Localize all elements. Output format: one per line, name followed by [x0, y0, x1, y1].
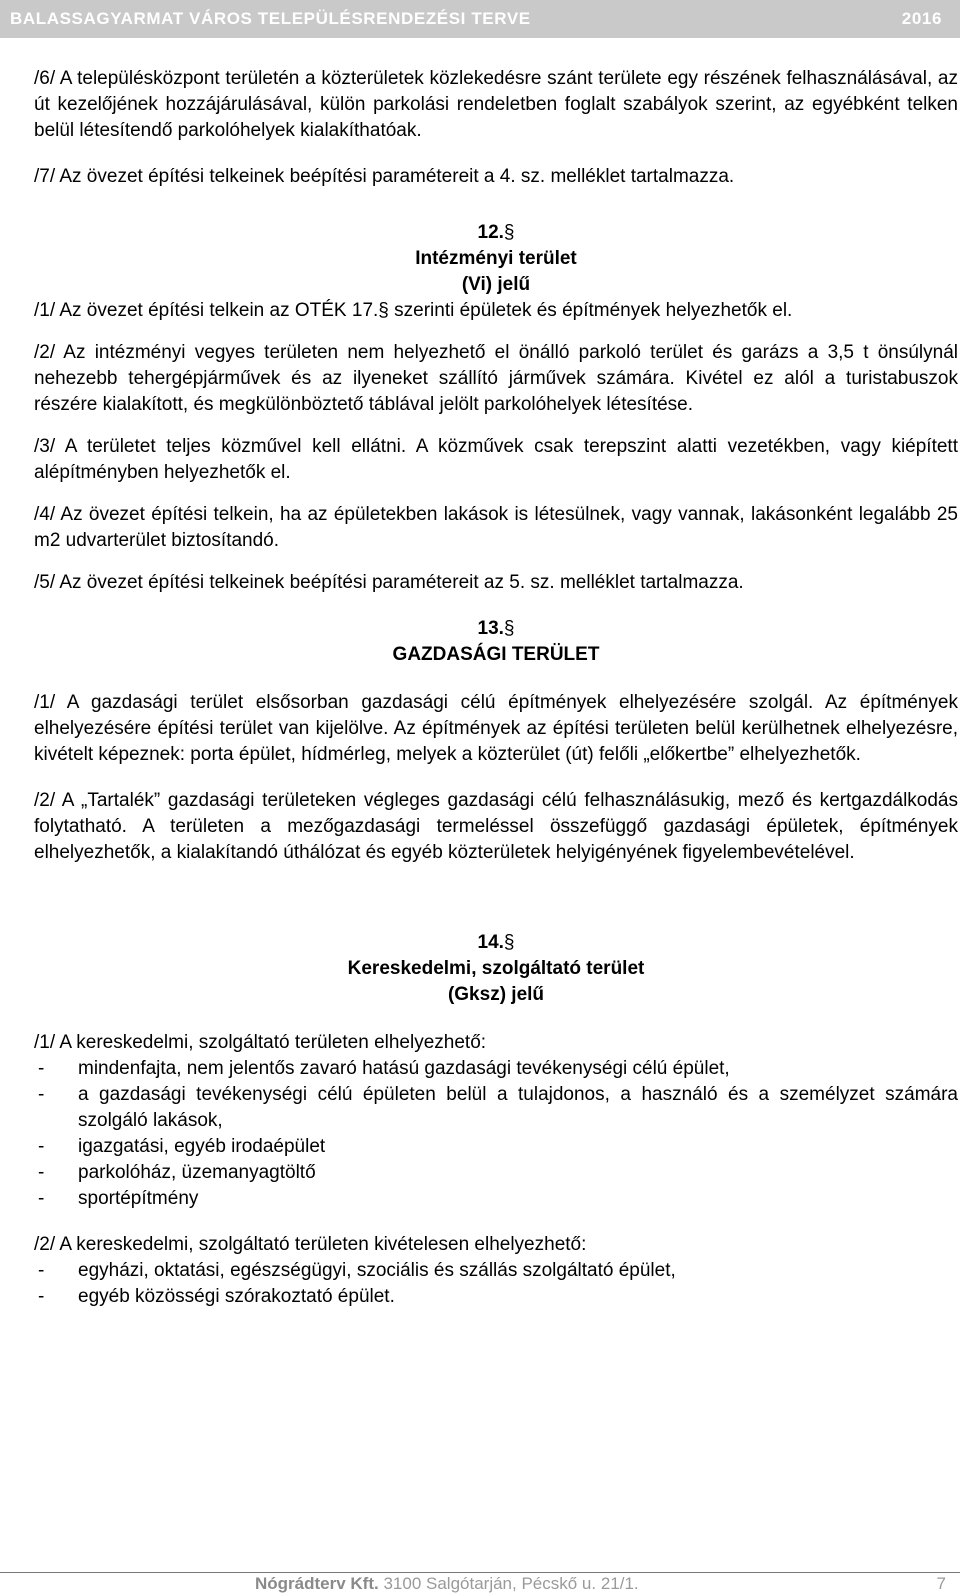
list-item-text: sportépítmény: [78, 1188, 199, 1209]
section-12-paragraph-1: [34, 298, 958, 324]
section-13-title: GAZDASÁGI TERÜLET: [392, 644, 600, 665]
header-title: BALASSAGYARMAT VÁROS TELEPÜLÉSRENDEZÉSI TERVE: [10, 9, 531, 28]
section-13: [34, 616, 958, 866]
dash-marker: -: [38, 1162, 45, 1183]
dash-marker: -: [38, 1286, 45, 1307]
section-sign: §: [503, 222, 515, 243]
list-item-text: parkolóház, üzemanyagtöltő: [78, 1162, 316, 1183]
section-12: [34, 220, 958, 596]
section-13-number: [34, 616, 958, 642]
section-12-number: [34, 220, 958, 246]
list-item: [34, 1160, 958, 1186]
section-number: 13.: [477, 618, 504, 639]
footer-text: [255, 1574, 639, 1594]
list-item-text: mindenfajta, nem jelentős zavaró hatású gazdasági tevékenységi célú épület,: [78, 1058, 730, 1079]
list-item: [34, 1284, 958, 1310]
section-12-title: Intézményi terület: [415, 248, 577, 269]
section-12-paragraph-2: /2/ Az intézményi vegyes területen nem helyezhető el önálló parkoló terület és garázs a 3,5 t önsúlynál nehezebb tehergépjárművek és az ilyeneket szállító járművek számára. Kivétel ez alól a turistabuszok részére kialakított, és megkülönböztető táblával jelölt parkolóhelyek létesítése.: [34, 342, 958, 415]
footer-company: Nógrádterv Kft.: [255, 1574, 379, 1593]
page-header: [0, 0, 960, 38]
section-number: 14.: [477, 932, 504, 953]
dash-marker: -: [38, 1084, 45, 1105]
paragraph-text: /1/ Az övezet építési telkein az OTÉK 17.: [34, 300, 379, 321]
section-sign: §: [378, 300, 389, 321]
list-item: [34, 1056, 958, 1082]
list-item: [34, 1186, 958, 1212]
section-14-paragraph-1: /1/ A kereskedelmi, szolgáltató területen elhelyezhető:: [34, 1032, 487, 1053]
section-14-number: [34, 930, 958, 956]
list-item-text: igazgatási, egyéb irodaépület: [78, 1136, 326, 1157]
footer-address: 3100 Salgótarján, Pécskő u. 21/1.: [378, 1574, 639, 1593]
dash-marker: -: [38, 1260, 45, 1281]
section-12-paragraph-4: /4/ Az övezet építési telkein, ha az épületekben lakások is létesülnek, vagy vannak, lakásonként legalább 25 m2 udvarterület biztosítandó.: [34, 504, 958, 551]
page-footer: [0, 1572, 960, 1593]
paragraph-6: /6/ A településközpont területén a közterületek közlekedésre szánt területe egy részének felhasználásával, az út kezelőjének hozzájárulásával, külön parkolási rendeletben foglalt szabályok szerint, az egyébként telken belül létesítendő parkolóhelyek kialakíthatóak.: [34, 68, 958, 141]
document-body: [34, 66, 958, 1310]
list-item-text: egyéb közösségi szórakoztató épület.: [78, 1286, 395, 1307]
section-14-list-1: [34, 1056, 958, 1212]
paragraph-7: /7/ Az övezet építési telkeinek beépítési paramétereit a 4. sz. melléklet tartalmazza.: [34, 166, 735, 187]
section-13-paragraph-2: /2/ A „Tartalék” gazdasági területeken végleges gazdasági célú felhasználásukig, mező és kertgazdálkodás folytatható. A területen a mezőgazdasági termeléssel összefüggő gazdasági épületek, építmények elhelyezhetők, a kialakítandó úthálózat és egyéb közterületek helyigényének figyelembevételével.: [34, 790, 958, 863]
list-item-text: a gazdasági tevékenységi célú épületen belül a tulajdonos, a használó és a személyzet számára szolgáló lakások,: [78, 1084, 958, 1131]
section-14: [34, 930, 958, 1310]
section-sign: §: [503, 932, 515, 953]
dash-marker: -: [38, 1136, 45, 1157]
section-14-subtitle: (Gksz) jelű: [447, 984, 545, 1005]
list-item: [34, 1134, 958, 1160]
page-number: 7: [936, 1574, 946, 1593]
section-12-paragraph-3: /3/ A területet teljes közművel kell ellátni. A közművek csak terepszint alatti vezetékben, vagy kiépített alépítményben helyezhetők el.: [34, 436, 958, 483]
section-13-paragraph-1: /1/ A gazdasági terület elsősorban gazdasági célú építmények elhelyezésére szolgál. Az építmények elhelyezésére építési terület van kijelölve. Az építmények az építési területen belül kerülhetnek elhelyezésre, kivételt képeznek: porta épület, hídmérleg, melyek a közterület (út) felőli „előkertbe” elhelyezhetők.: [34, 692, 958, 765]
list-item: [34, 1082, 958, 1134]
list-item: [34, 1258, 958, 1284]
section-12-paragraph-5: /5/ Az övezet építési telkeinek beépítési paramétereit az 5. sz. melléklet tartalmazza.: [34, 572, 744, 593]
paragraph-text: szerinti épületek és építmények helyezhetők el.: [388, 300, 793, 321]
section-14-title: Kereskedelmi, szolgáltató terület: [347, 958, 645, 979]
section-14-list-2: [34, 1258, 958, 1310]
dash-marker: -: [38, 1058, 45, 1079]
section-14-paragraph-2: /2/ A kereskedelmi, szolgáltató területen kivételesen elhelyezhető:: [34, 1234, 587, 1255]
section-12-subtitle: (Vi) jelű: [461, 274, 531, 295]
list-item-text: egyházi, oktatási, egészségügyi, szociális és szállás szolgáltató épület,: [78, 1260, 676, 1281]
dash-marker: -: [38, 1188, 45, 1209]
section-number: 12.: [477, 222, 504, 243]
header-year: 2016: [901, 9, 942, 28]
section-sign: §: [503, 618, 515, 639]
